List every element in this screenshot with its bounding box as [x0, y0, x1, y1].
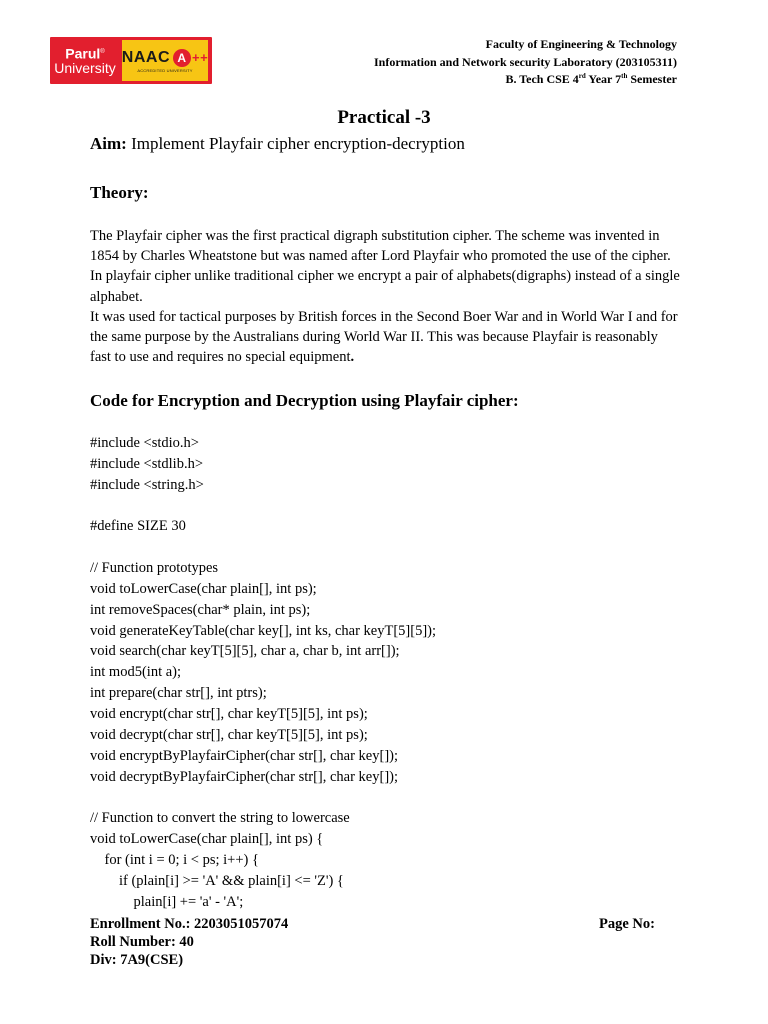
theory-body: [90, 226, 680, 367]
code-line: int mod5(int a);: [90, 664, 182, 681]
parul-logo: [50, 45, 120, 77]
code-line: #include <stdlib.h>: [90, 455, 204, 472]
logo-university-text: University: [54, 60, 116, 77]
theory-paragraph-2: [90, 307, 680, 368]
enrollment-number: Enrollment No.: 2203051057074: [90, 916, 289, 932]
header-faculty: Faculty of Engineering & Technology: [485, 37, 677, 51]
theory-paragraph-1: The Playfair cipher was the first practical digraph substitution cipher. The scheme was invented in 1854 by Charles Wheatstone but was named after Lord Playfair who promoted the use of the cipher. In playfair cipher unlike traditional cipher we encrypt a pair of alphabets(digraphs) instead of a single alphabet.: [90, 228, 680, 305]
theory-heading: Theory:: [90, 183, 149, 202]
code-line: #include <stdio.h>: [90, 435, 199, 451]
roll-number: Roll Number: 40: [90, 934, 194, 950]
header-year-sup: rd: [578, 72, 586, 80]
page-title: Practical -3: [337, 107, 431, 128]
code-line: // Function prototypes: [90, 560, 219, 577]
page-number-label: Page No:: [599, 916, 655, 932]
code-line: void decryptByPlayfairCipher(char str[], char key[]);: [90, 768, 399, 785]
code-line: void toLowerCase(char plain[], int ps);: [90, 580, 317, 597]
code-line: if (plain[i] >= 'A' && plain[i] <= 'Z') {: [90, 872, 344, 889]
code-line: for (int i = 0; i < ps; i++) {: [90, 851, 259, 868]
logo-grade-plus: ++: [192, 50, 209, 65]
code-line: [90, 787, 436, 808]
header-sem-text: Semester: [627, 72, 677, 86]
logo-registered-mark: ®: [100, 48, 105, 55]
code-line: void generateKeyTable(char key[], int ks, char keyT[5][5]);: [90, 622, 437, 639]
code-line: void search(char keyT[5][5], char a, char b, int arr[]);: [90, 643, 400, 660]
division: Div: 7A9(CSE): [90, 952, 184, 968]
code-line: void encryptByPlayfairCipher(char str[], char key[]);: [90, 747, 399, 764]
logo-tagline: ACCREDITED UNIVERSITY: [137, 67, 193, 73]
code-line: [90, 537, 436, 558]
logo-grade: A: [173, 49, 191, 67]
code-line: void encrypt(char str[], char keyT[5][5], int ps);: [90, 705, 368, 722]
naac-badge: [122, 40, 208, 81]
code-line: int prepare(char str[], int ptrs);: [90, 685, 267, 702]
code-block: [90, 433, 436, 912]
code-line: plain[i] += 'a' - 'A';: [90, 893, 244, 910]
code-heading: Code for Encryption and Decryption using Playfair cipher:: [90, 391, 519, 410]
code-line: #define SIZE 30: [90, 518, 186, 535]
code-line: // Function to convert the string to lowercase: [90, 810, 350, 827]
aim-line: [90, 134, 465, 154]
code-line: void toLowerCase(char plain[], int ps) {: [90, 831, 324, 848]
header-sem-sup: th: [621, 72, 628, 80]
aim-text: Implement Playfair cipher encryption-decryption: [126, 134, 465, 153]
logo-naac-text: NAAC: [121, 48, 171, 66]
header-course-prefix: B. Tech CSE 4: [505, 72, 579, 86]
header-course: [505, 72, 677, 87]
header-lab: Information and Network security Laboratory (203105311): [374, 55, 677, 69]
header-year-text: Year 7: [585, 72, 622, 86]
code-line: void decrypt(char str[], char keyT[5][5], int ps);: [90, 726, 368, 743]
university-logo: [50, 37, 212, 84]
code-line: #include <string.h>: [90, 476, 204, 493]
code-line: [90, 496, 436, 517]
theory-paragraph-2-text: It was used for tactical purposes by British forces in the Second Boer War and in World War I and for the same purpose by the Australians during World War II. This was because Playfair is reasonably fast to use and requires no special equipment: [90, 308, 678, 366]
code-line: int removeSpaces(char* plain, int ps);: [90, 601, 311, 618]
theory-period: .: [350, 349, 355, 366]
logo-parul-text: Parul: [65, 45, 101, 62]
aim-label: Aim:: [90, 134, 127, 153]
